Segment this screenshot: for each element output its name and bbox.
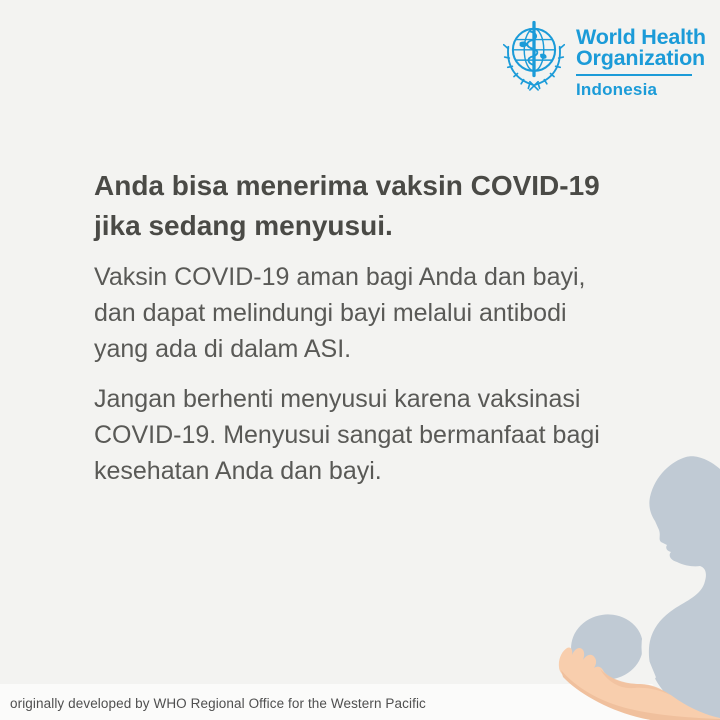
paragraph-2-line-2: COVID-19. Menyusui sangat bermanfaat bagi xyxy=(94,421,600,449)
paragraph-2-line-3: kesehatan Anda dan bayi. xyxy=(94,457,382,485)
logo-divider xyxy=(576,74,692,76)
who-logo-text xyxy=(576,20,706,100)
org-name-line2: Organization xyxy=(576,46,705,70)
paragraph-1-line-3: yang ada di dalam ASI. xyxy=(94,335,352,363)
paragraph-1-line-1: Vaksin COVID-19 aman bagi Anda dan bayi, xyxy=(94,263,586,291)
paragraph-2-line-1: Jangan berhenti menyusui karena vaksinasi xyxy=(94,385,581,413)
who-emblem-icon xyxy=(503,20,565,92)
paragraph-1 xyxy=(94,259,624,367)
message-content xyxy=(94,166,624,489)
heading-line-1: Anda bisa menerima vaksin COVID-19 xyxy=(94,170,600,201)
paragraph-1-line-2: dan dapat melindungi bayi melalui antibodi xyxy=(94,299,567,327)
paragraph-2 xyxy=(94,381,624,489)
org-name-line1: World Health xyxy=(576,25,706,49)
country-office-label: Indonesia xyxy=(576,80,658,99)
footer-credit: originally developed by WHO Regional Office for the Western Pacific xyxy=(10,696,426,711)
mother-breastfeeding-illustration xyxy=(555,455,720,720)
heading-line-2: jika sedang menyusui. xyxy=(94,210,393,241)
page-title xyxy=(94,166,624,246)
who-logo xyxy=(503,20,706,100)
